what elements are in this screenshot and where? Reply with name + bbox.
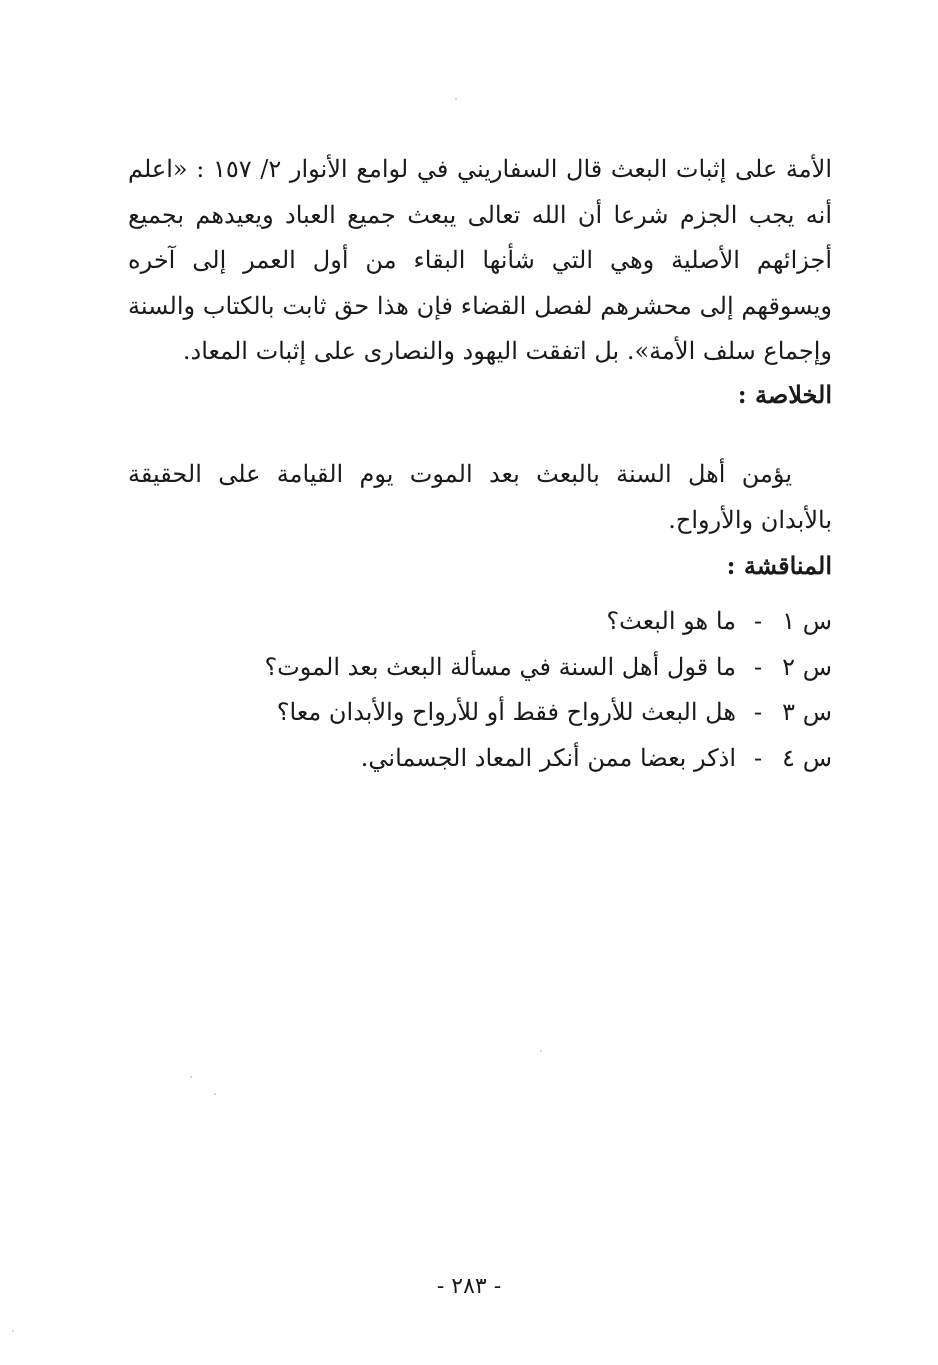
- question-dash: -: [753, 743, 763, 772]
- scan-speck: [540, 1050, 542, 1052]
- question-item-1: [264, 599, 832, 645]
- question-item-3: [264, 690, 832, 736]
- question-text: ما هو البعث؟: [606, 607, 736, 635]
- question-label: س ١: [782, 607, 832, 635]
- question-text: اذكر بعضا ممن أنكر المعاد الجسماني.: [360, 743, 736, 772]
- scan-speck: [214, 1093, 216, 1095]
- summary-paragraph: يؤمن أهل السنة بالبعث بعد الموت يوم القيامة على الحقيقة بالأبدان والأرواح.: [128, 460, 832, 534]
- scan-speck: [455, 98, 457, 100]
- question-dash: -: [753, 698, 763, 726]
- opening-paragraph: الأمة على إثبات البعث قال السفاريني في لوامع الأنوار ٢/ ١٥٧ : «اعلم أنه يجب الجزم شرعا أن الله تعالى يبعث جميع العباد ويعيدهم بجميع أجزائهم الأصلية وهي التي شأنها البقاء من أول العمر إلى آخره ويسوقهم إلى محشرهم لفصل القضاء فإن هذا حق ثابت بالكتاب والسنة وإجماع سلف الأمة». بل اتفقت اليهود والنصارى على إثبات المعاد.: [128, 155, 832, 365]
- discussion-heading: المناقشة :: [726, 551, 832, 580]
- question-text: ما قول أهل السنة في مسألة البعث بعد الموت؟: [264, 652, 736, 681]
- page-number: - ٢٨٣ -: [436, 1274, 502, 1299]
- question-label: س ٢: [782, 652, 832, 681]
- question-label: س ٤: [782, 743, 832, 772]
- scan-speck: [190, 1076, 192, 1078]
- question-item-2: [264, 645, 832, 691]
- discussion-questions-list: [264, 599, 832, 781]
- question-item-4: [264, 736, 832, 782]
- summary-heading: الخلاصة :: [737, 380, 832, 409]
- question-dash: -: [753, 607, 763, 635]
- question-dash: -: [753, 652, 763, 681]
- question-label: س ٣: [782, 698, 832, 726]
- scan-speck: [12, 1330, 14, 1332]
- question-text: هل البعث للأرواح فقط أو للأرواح والأبدان معا؟: [276, 698, 736, 726]
